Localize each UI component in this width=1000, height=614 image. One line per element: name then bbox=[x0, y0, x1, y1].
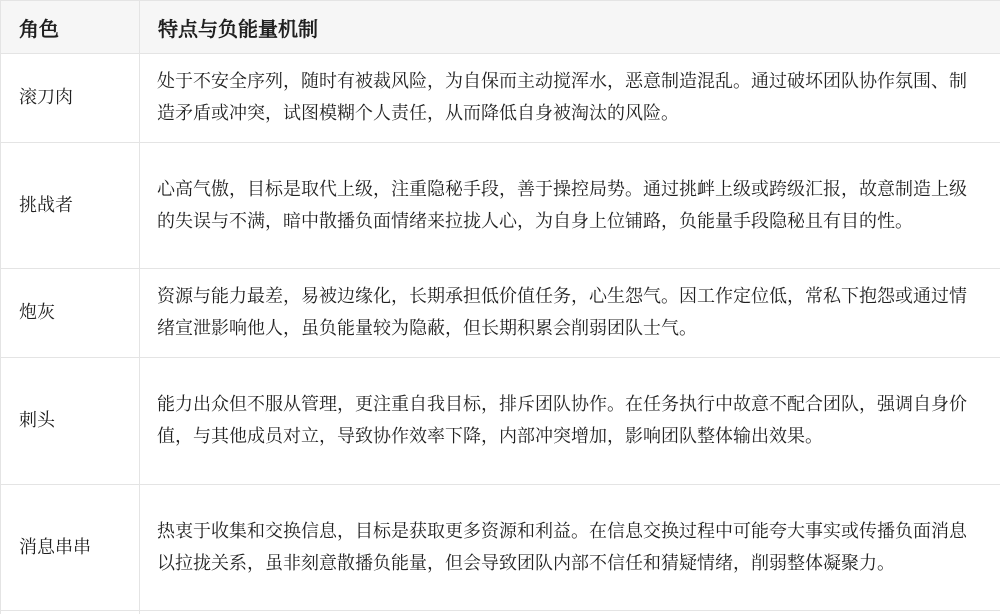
role-cell-empty bbox=[1, 611, 140, 614]
table-row bbox=[1, 269, 1000, 358]
table-row bbox=[1, 54, 1000, 143]
description-cell-empty bbox=[140, 611, 1000, 614]
description-cell: 能力出众但不服从管理，更注重自我目标，排斥团队协作。在任务执行中故意不配合团队，强调自身价值，与其他成员对立，导致协作效率下降，内部冲突增加，影响团队整体输出效果。 bbox=[140, 358, 1000, 485]
description-cell: 热衷于收集和交换信息，目标是获取更多资源和利益。在信息交换过程中可能夸大事实或传播负面消息以拉拢关系，虽非刻意散播负能量，但会导致团队内部不信任和猜疑情绪，削弱整体凝聚力。 bbox=[140, 485, 1000, 611]
role-cell: 滚刀肉 bbox=[1, 54, 140, 143]
role-cell: 挑战者 bbox=[1, 143, 140, 269]
table-header-row bbox=[1, 1, 1000, 54]
table-row bbox=[1, 358, 1000, 485]
table-row bbox=[1, 143, 1000, 269]
role-cell: 炮灰 bbox=[1, 269, 140, 358]
header-role: 角色 bbox=[1, 1, 140, 54]
description-cell: 资源与能力最差，易被边缘化，长期承担低价值任务，心生怨气。因工作定位低，常私下抱怨或通过情绪宣泄影响他人，虽负能量较为隐蔽，但长期积累会削弱团队士气。 bbox=[140, 269, 1000, 358]
description-cell: 心高气傲，目标是取代上级，注重隐秘手段，善于操控局势。通过挑衅上级或跨级汇报，故意制造上级的失误与不满，暗中散播负面情绪来拉拢人心，为自身上位铺路，负能量手段隐秘且有目的性。 bbox=[140, 143, 1000, 269]
description-cell: 处于不安全序列，随时有被裁风险，为自保而主动搅浑水，恶意制造混乱。通过破坏团队协作氛围、制造矛盾或冲突，试图模糊个人责任，从而降低自身被淘汰的风险。 bbox=[140, 54, 1000, 143]
table-row-partial bbox=[1, 611, 1000, 614]
header-description: 特点与负能量机制 bbox=[140, 1, 1000, 54]
role-cell: 刺头 bbox=[1, 358, 140, 485]
role-cell: 消息串串 bbox=[1, 485, 140, 611]
table-row bbox=[1, 485, 1000, 611]
